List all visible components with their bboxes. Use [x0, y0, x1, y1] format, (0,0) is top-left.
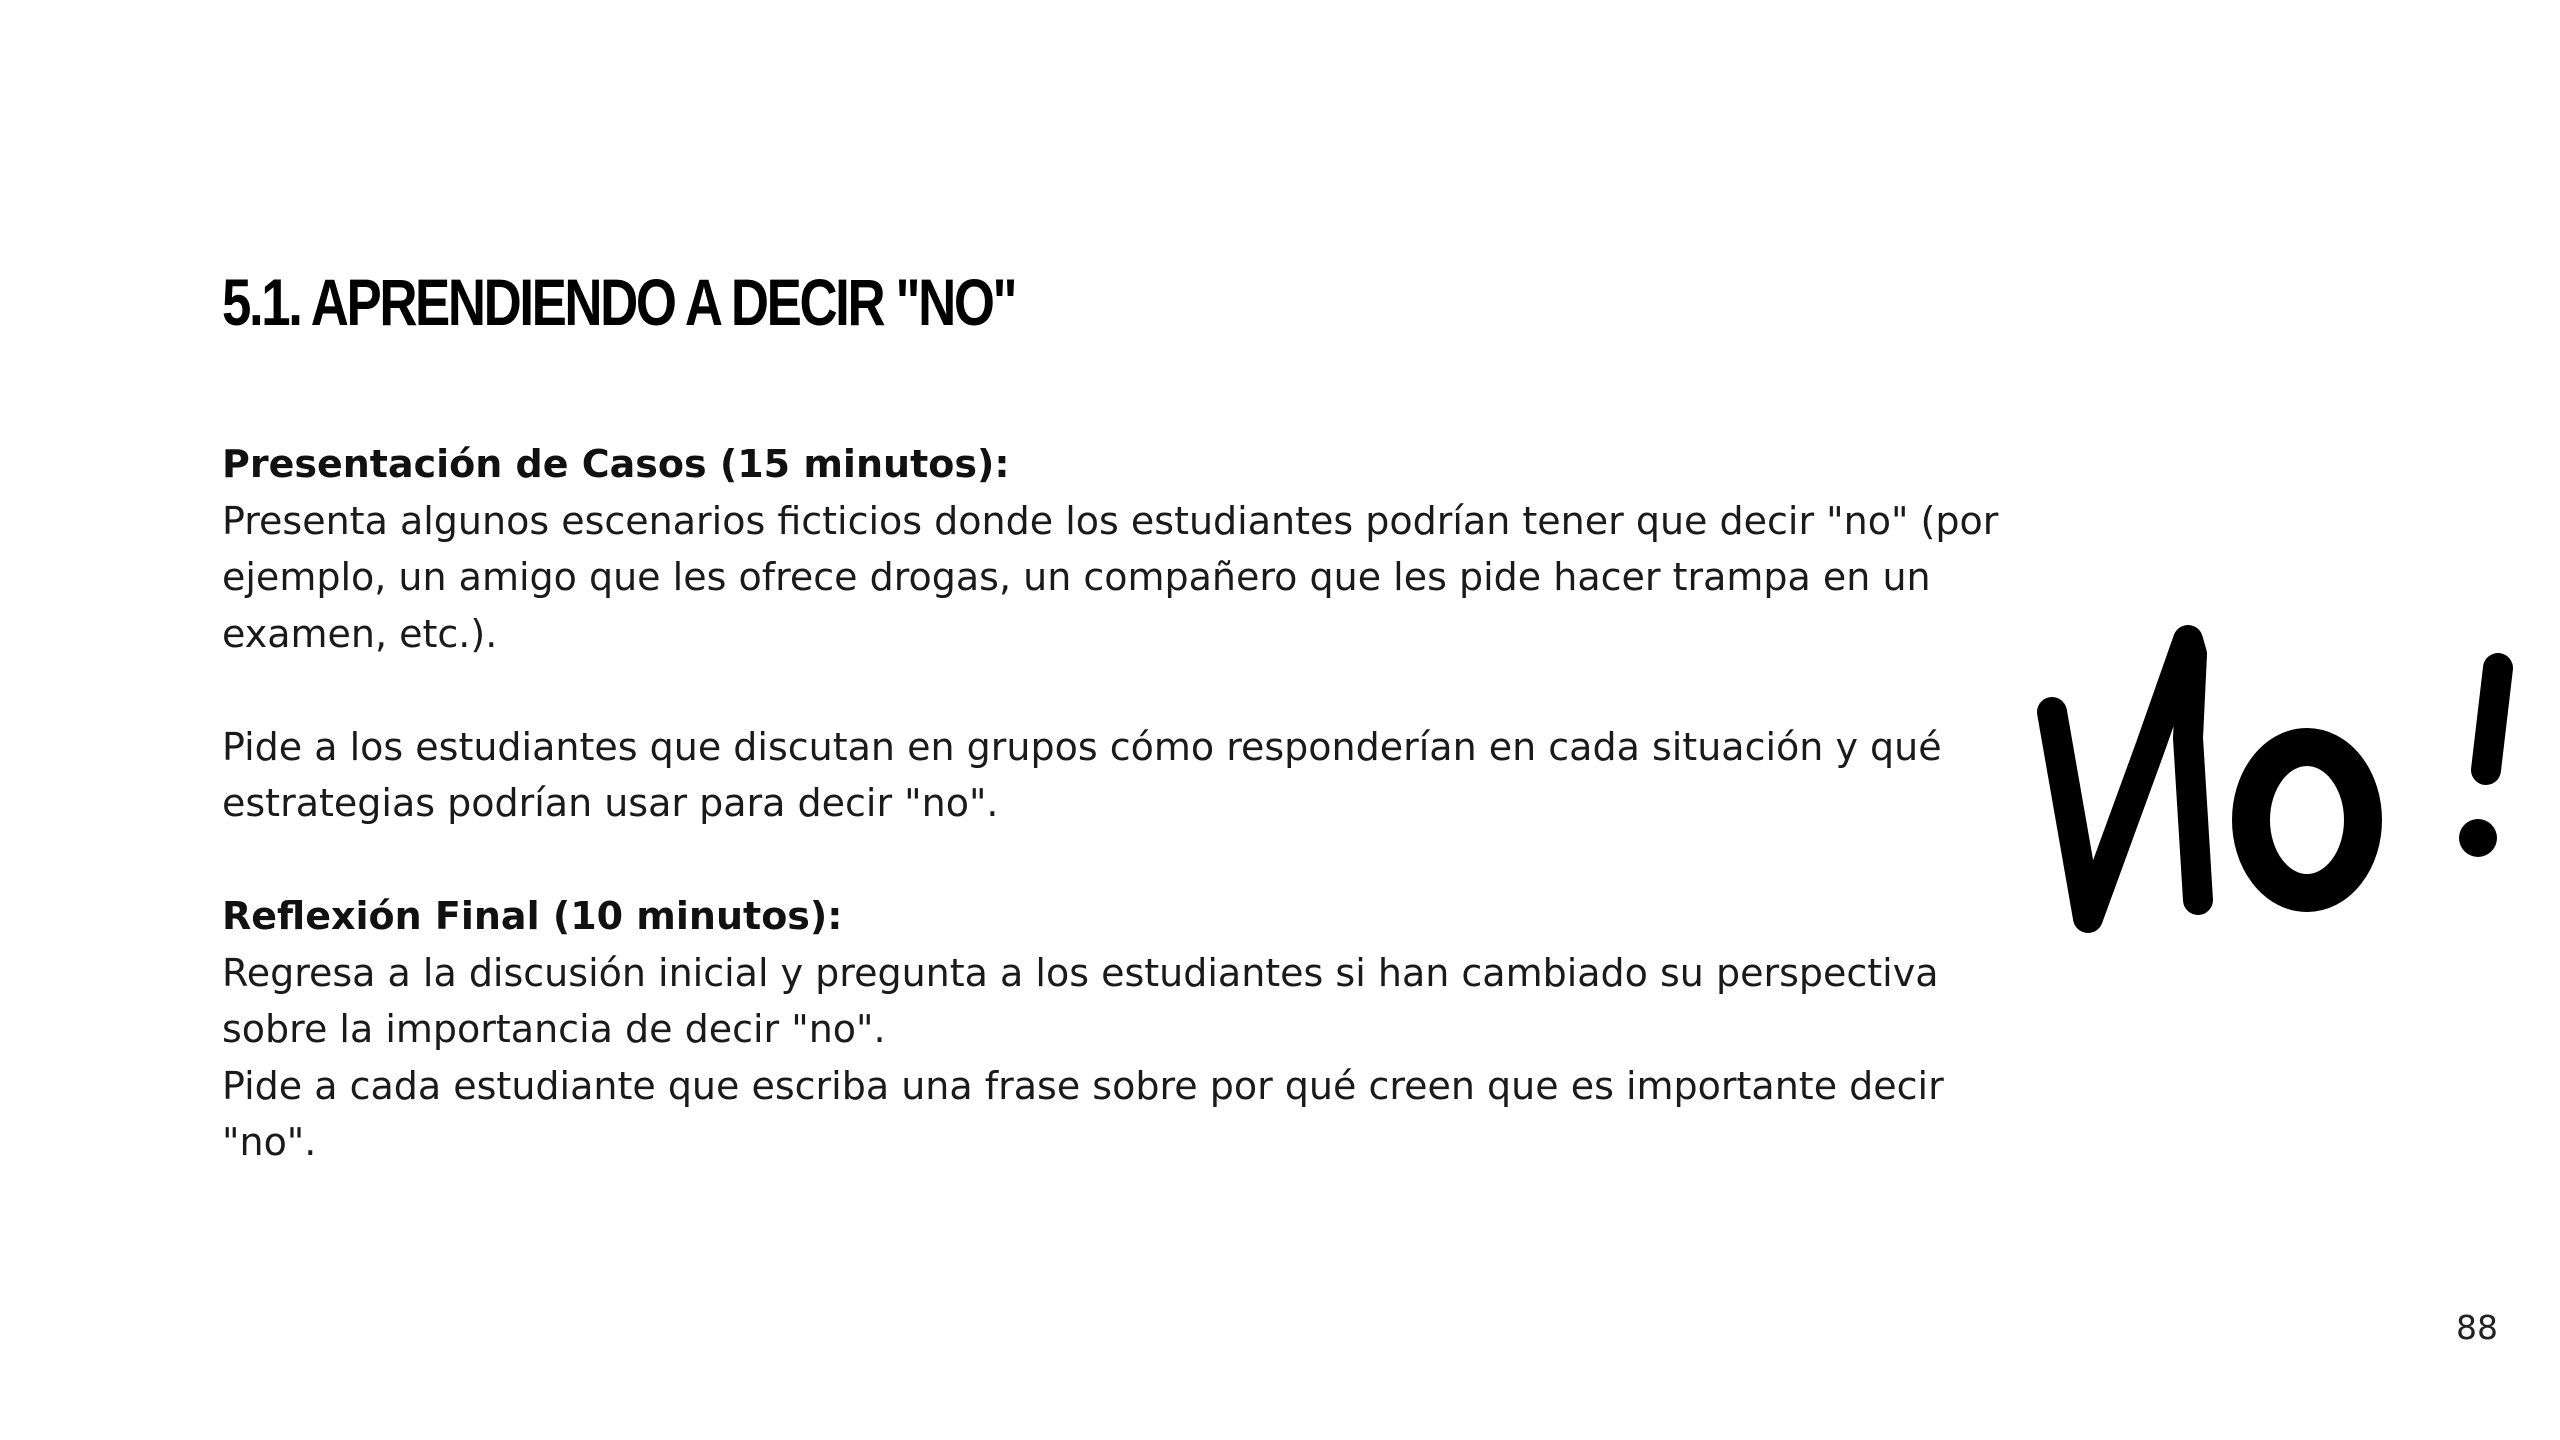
- letter-n-stroke: [2052, 640, 2198, 918]
- section-heading-final-reflection: Reflexión Final (10 minutos):: [222, 894, 843, 938]
- body-content: [222, 436, 2012, 1171]
- section-heading-case-presentation: Presentación de Casos (15 minutos):: [222, 442, 1010, 486]
- paragraph-write-phrase: Pide a cada estudiante que escriba una frase sobre por qué creen que es importante decir "no".: [222, 1063, 1944, 1164]
- paragraph-return-discussion: Regresa a la discusión inicial y pregunta a los estudiantes si han cambiado su perspectiva sobre la importancia de decir "no".: [222, 950, 1939, 1051]
- paragraph-scenarios: Presenta algunos escenarios ficticios donde los estudiantes podrían tener que decir "no" (por ejemplo, un amigo que les ofrece drogas, un compañero que les pide hacer trampa en un examen, etc.).: [222, 498, 1999, 656]
- letter-o-stroke: [2251, 747, 2363, 893]
- spacer: [222, 662, 2012, 719]
- page-title: 5.1. APRENDIENDO A DECIR "NO": [222, 265, 1016, 339]
- no-exclamation-illustration: [2020, 620, 2530, 940]
- exclamation-dot: [2459, 819, 2497, 857]
- paragraph-group-discussion: Pide a los estudiantes que discutan en grupos cómo responderían en cada situación y qué estrategias podrían usar para decir "no".: [222, 724, 1942, 825]
- page-number: 88: [2456, 1308, 2498, 1347]
- exclamation-bar-stroke: [2486, 668, 2498, 770]
- spacer: [222, 832, 2012, 889]
